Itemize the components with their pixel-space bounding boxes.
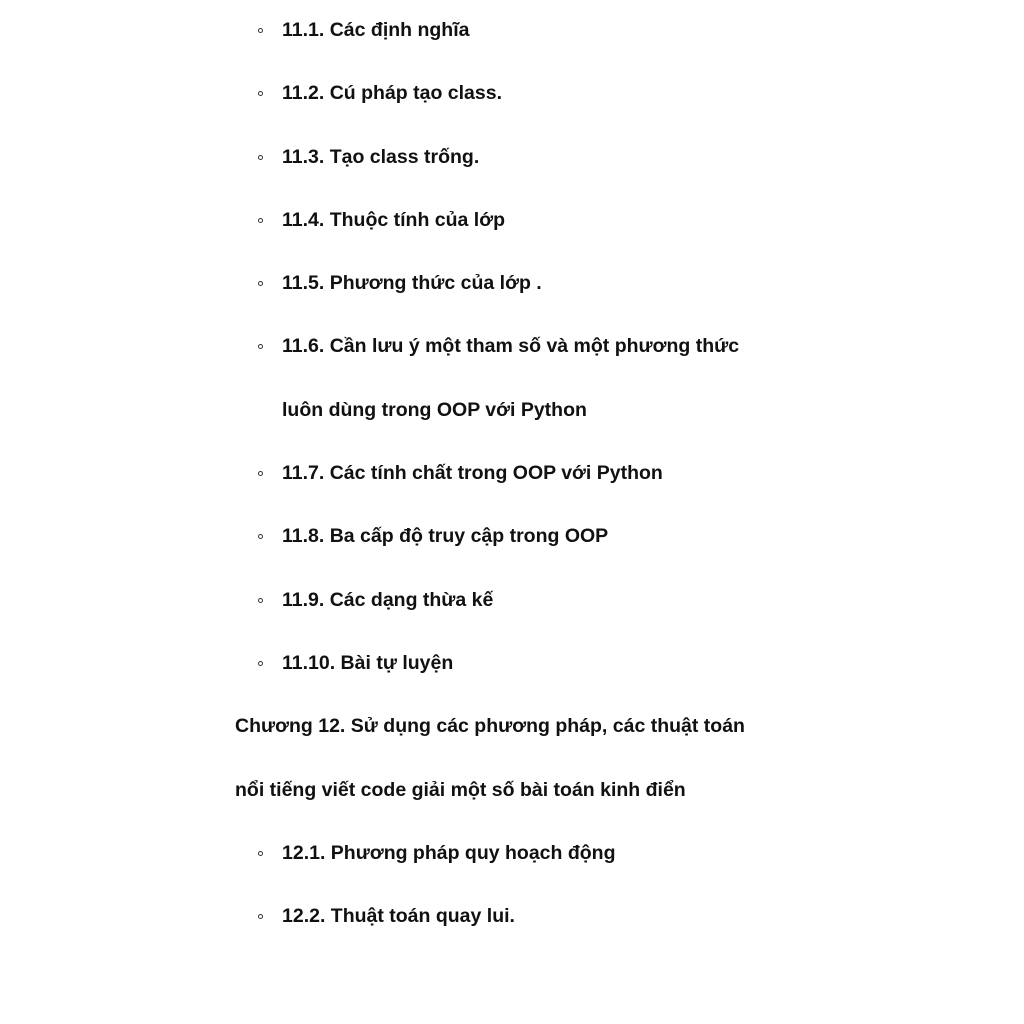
circle-bullet-icon (258, 218, 263, 223)
circle-bullet-icon (258, 471, 263, 476)
section-11-10[interactable] (0, 632, 1024, 695)
circle-bullet-icon (258, 661, 263, 666)
section-11-5[interactable] (0, 252, 1024, 315)
circle-bullet-icon (258, 155, 263, 160)
chapter-12-heading[interactable] (0, 695, 1024, 822)
circle-bullet-icon (258, 851, 263, 856)
circle-bullet-icon (258, 534, 263, 539)
section-title: 11.10. Bài tự luyện (282, 651, 454, 674)
section-title: 12.1. Phương pháp quy hoạch động (282, 841, 616, 864)
circle-bullet-icon (258, 598, 263, 603)
section-title: 12.2. Thuật toán quay lui. (282, 905, 515, 928)
section-11-4[interactable] (0, 189, 1024, 252)
section-11-9[interactable] (0, 569, 1024, 632)
section-title: 11.3. Tạo class trống. (282, 145, 480, 168)
section-12-2[interactable] (0, 885, 1024, 948)
section-11-2[interactable] (0, 62, 1024, 125)
circle-bullet-icon (258, 344, 263, 349)
section-title: 11.8. Ba cấp độ truy cập trong OOP (282, 525, 609, 548)
section-11-8[interactable] (0, 505, 1024, 568)
circle-bullet-icon (258, 91, 263, 96)
section-title: 11.7. Các tính chất trong OOP với Python (282, 462, 663, 485)
circle-bullet-icon (258, 914, 263, 919)
section-title: 11.4. Thuộc tính của lớp (282, 208, 505, 231)
section-11-3[interactable] (0, 126, 1024, 189)
chapter-title-line-2: nổi tiếng viết code giải một số bài toán kinh điển (235, 778, 686, 801)
section-12-1[interactable] (0, 822, 1024, 885)
chapter-12-section-list (0, 822, 1024, 949)
section-title: 11.5. Phương thức của lớp . (282, 272, 542, 295)
section-title: 11.1. Các định nghĩa (282, 19, 470, 41)
section-title-line-2: luôn dùng trong OOP với Python (282, 398, 587, 421)
circle-bullet-icon (258, 281, 263, 286)
section-title-line-1: 11.6. Cần lưu ý một tham số và một phương thức (282, 335, 740, 358)
section-11-6[interactable] (0, 315, 1024, 442)
section-title: 11.2. Cú pháp tạo class. (282, 82, 503, 105)
section-11-7[interactable] (0, 442, 1024, 505)
chapter-title-line-1: Chương 12. Sử dụng các phương pháp, các thuật toán (235, 715, 745, 738)
section-title: 11.9. Các dạng thừa kế (282, 588, 494, 611)
circle-bullet-icon (258, 28, 263, 33)
section-11-1[interactable] (0, 0, 1024, 62)
